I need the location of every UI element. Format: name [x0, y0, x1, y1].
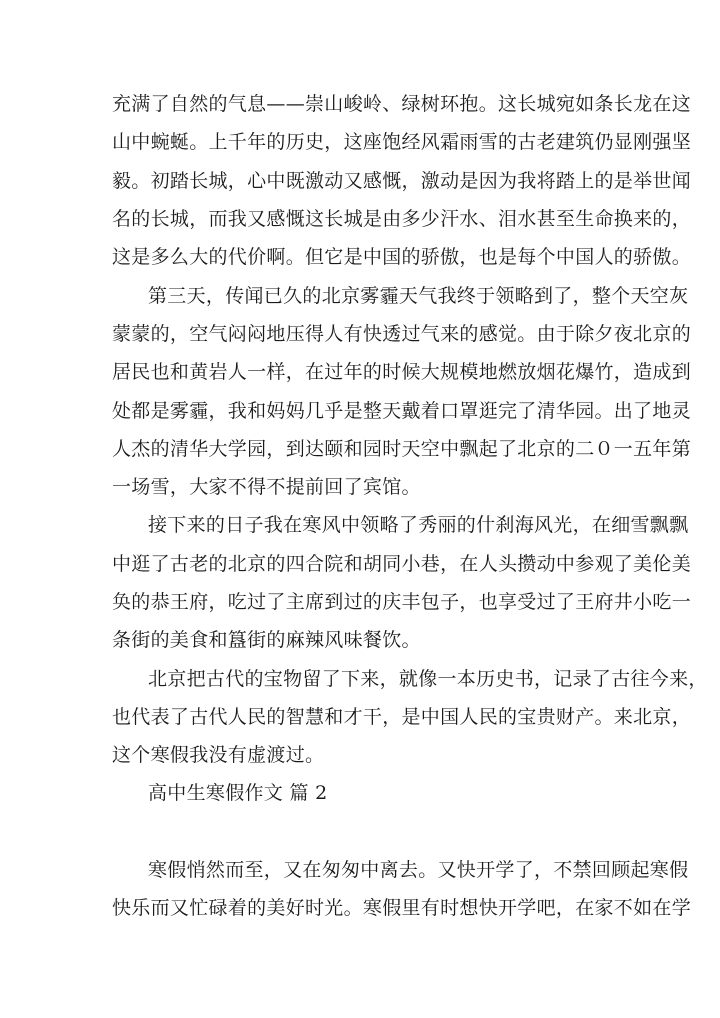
- text-line: 毅。初踏长城，心中既激动又感慨，激动是因为我将踏上的是举世闻: [112, 170, 692, 192]
- text-line: 条街的美食和簋街的麻辣风味餐饮。: [112, 629, 421, 651]
- text-line: 这个寒假我没有虚渡过。: [112, 744, 325, 766]
- text-line: 居民也和黄岩人一样，在过年的时候大规模地燃放烟花爆竹，造成到: [112, 361, 692, 383]
- text-line: 人杰的清华大学园，到达颐和园时天空中飘起了北京的二０一五年第: [112, 438, 692, 460]
- section-heading: 高中生寒假作文 篇 2: [148, 782, 328, 804]
- text-line: 山中蜿蜒。上千年的历史，这座饱经风霜雨雪的古老建筑仍显刚强坚: [112, 131, 692, 153]
- paragraph-first-line: 北京把古代的宝物留了下来，就像一本历史书，记录了古往今来，: [148, 668, 708, 690]
- text-line: 名的长城，而我又感慨这长城是由多少汗水、泪水甚至生命换来的，: [112, 208, 692, 230]
- paragraph-first-line: 寒假悄然而至，又在匆匆中离去。又快开学了，不禁回顾起寒假: [148, 859, 689, 881]
- text-line: 充满了自然的气息——崇山峻岭、绿树环抱。这长城宛如条长龙在这: [112, 93, 692, 115]
- paragraph-first-line: 接下来的日子我在寒风中领略了秀丽的什刹海风光，在细雪飘飘: [148, 514, 689, 536]
- text-line: 快乐而又忙碌着的美好时光。寒假里有时想快开学吧，在家不如在学: [112, 897, 692, 919]
- text-line: 一场雪，大家不得不提前回了宾馆。: [112, 476, 421, 498]
- text-line: 这是多么大的代价啊。但它是中国的骄傲，也是每个中国人的骄傲。: [112, 246, 692, 268]
- text-line: 处都是雾霾，我和妈妈几乎是整天戴着口罩逛完了清华园。出了地灵: [112, 400, 692, 422]
- text-line: 也代表了古代人民的智慧和才干，是中国人民的宝贵财产。来北京，: [112, 706, 692, 728]
- paragraph-first-line: 第三天，传闻已久的北京雾霾天气我终于领略到了，整个天空灰: [148, 285, 689, 307]
- text-line: 奂的恭王府，吃过了主席到过的庆丰包子，也享受过了王府井小吃一: [112, 591, 692, 613]
- text-line: 蒙蒙的，空气闷闷地压得人有快透过气来的感觉。由于除夕夜北京的: [112, 323, 692, 345]
- text-line: 中逛了古老的北京的四合院和胡同小巷，在人头攒动中参观了美伦美: [112, 553, 692, 575]
